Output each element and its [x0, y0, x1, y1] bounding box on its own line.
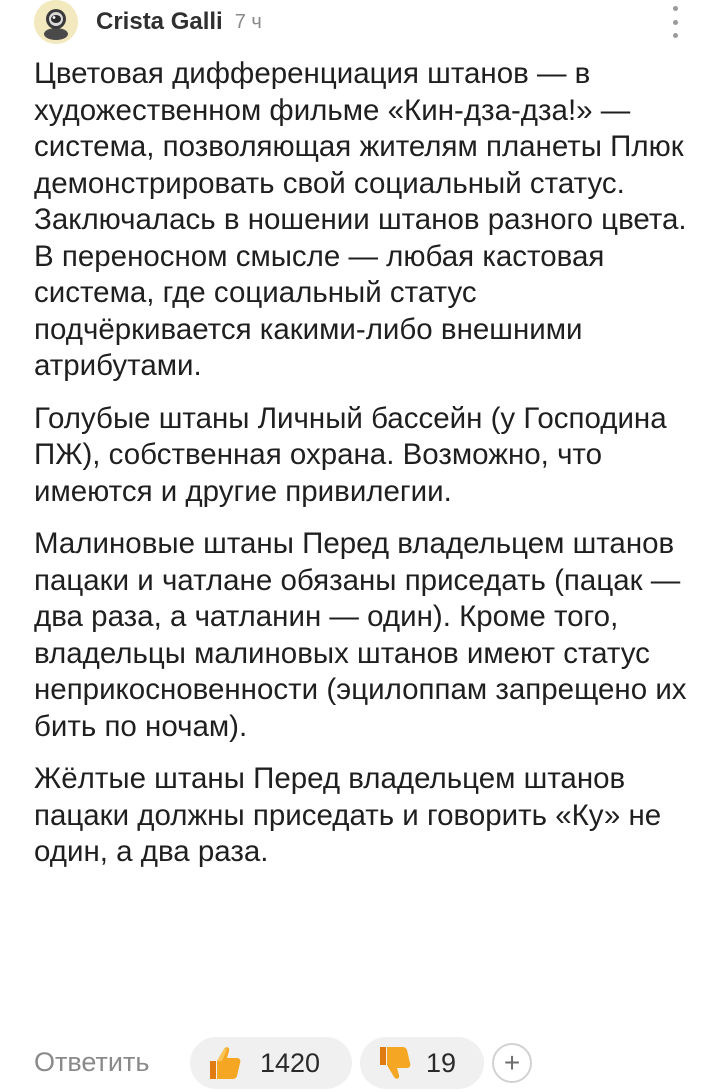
comment-header — [34, 0, 694, 44]
author-name[interactable]: Crista Galli — [96, 8, 223, 35]
comment-paragraph: Цветовая дифференциация штанов — в художественном фильме «Кин-дза-дза!» — система, позволяющая жителям планеты Плюк демонстрировать свой социальный статус. Заключалась в ношении штанов разного цвета. В переносном смысле — любая кастовая система, где социальный статус подчёркивается какими-либо внешними атрибутами. — [34, 57, 687, 382]
comment-paragraph: Жёлтые штаны Перед владельцем штанов пацаки должны приседать и говорить «Ку» не один, а два раза. — [34, 762, 662, 868]
like-count: 1420 — [260, 1047, 321, 1078]
add-reaction-button[interactable]: + — [492, 1043, 532, 1083]
thumbs-down-icon — [374, 1043, 414, 1083]
like-button[interactable] — [190, 1037, 352, 1089]
comment-body — [34, 56, 694, 887]
reply-button[interactable]: Ответить — [34, 1047, 150, 1077]
comment-actions — [34, 1037, 694, 1089]
dislike-count: 19 — [426, 1047, 457, 1078]
comment-paragraph: Голубые штаны Личный бассейн (у Господина ПЖ), собственная охрана. Возможно, что имеются и другие привилегии. — [34, 401, 667, 508]
astronaut-avatar-icon — [34, 0, 78, 44]
dislike-button[interactable] — [360, 1037, 484, 1089]
avatar[interactable] — [34, 0, 78, 44]
more-vertical-icon[interactable] — [670, 6, 680, 38]
comment-paragraph: Малиновые штаны Перед владельцем штанов пацаки и чатлане обязаны приседать (пацак — два раза, а чатланин — один). Кроме того, владельцы малиновых штанов имеют статус неприкосновенности (эцилоппам запрещено их бить по ночам). — [34, 527, 687, 743]
thumbs-up-icon — [204, 1043, 244, 1083]
comment-time: 7 ч — [234, 10, 262, 33]
